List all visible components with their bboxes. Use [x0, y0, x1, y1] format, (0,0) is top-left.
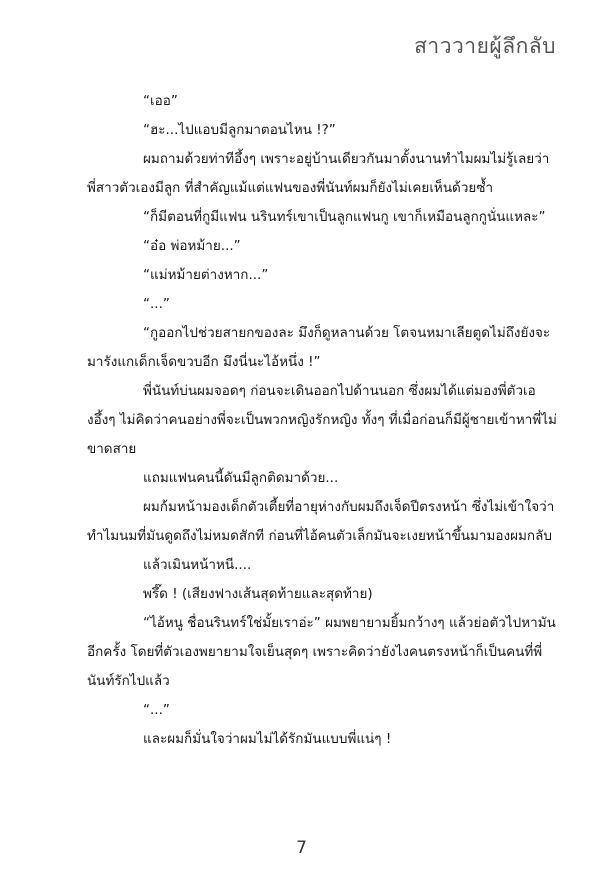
paragraph: “กูออกไปช่วยสายกของละ มึงก็ดูหลานด้วย โตจนหมาเลียตูดไม่ถึงยังจะมารังแกเด็กเจ็ดขวบอีก มึงนี่นะไอ้หนึ่ง !”	[87, 325, 551, 370]
paragraph: แถมแฟนคนนี้ดันมีลูกติดมาด้วย...	[143, 470, 339, 486]
paragraph: “ไอ้หนู ชื่อนรินทร์ใช่มั้ยเราอ่ะ” ผมพยายามยิ้มกว้างๆ แล้วย่อตัวไปหามันอีกครั้ง โดยที่ตัวเองพยายามใจเย็นสุดๆ เพราะคิดว่ายังไงคนตรงหน้าก็เป็นคนที่พี่นันท์รักไปแล้ว	[87, 615, 556, 689]
page-header-title: สาววายผู้ลึกลับ	[414, 34, 556, 58]
paragraph: “...”	[143, 702, 170, 718]
paragraph: แล้วเมินหน้าหนี....	[143, 557, 252, 573]
page-number: 7	[296, 838, 307, 858]
paragraph: ผมถามด้วยท่าทีอึ้งๆ เพราะอยู่บ้านเดียวกันมาตั้งนานทำไมผมไม่รู้เลยว่าพี่สาวตัวเองมีลูก ที่สำคัญแม้แต่แฟนของพี่นันท์ผมก็ยังไม่เคยเห็นด้วยซ้ำ	[87, 151, 550, 196]
paragraph: “ก็มีตอนที่กูมีแฟน นรินทร์เขาเป็นลูกแฟนกู เขาก็เหมือนลูกกูนั่นแหละ”	[143, 209, 546, 225]
paragraph: “เออ”	[143, 93, 178, 109]
paragraph: และผมก็มั่นใจว่าผมไม่ได้รักมันแบบพี่แน่ๆ !	[143, 731, 392, 747]
paragraph: ผมก้มหน้ามองเด็กตัวเตี้ยที่อายุห่างกับผมถึงเจ็ดปีตรงหน้า ซึ่งไม่เข้าใจว่าทำไมนมที่มันดูดถึงไม่หมดสักที ก่อนที่ไอ้คนตัวเล็กมันจะเงยหน้าขึ้นมามองผมกลับ	[87, 499, 555, 544]
paragraph: “...”	[143, 296, 170, 312]
paragraph: “ฮะ...ไปแอบมีลูกมาตอนไหน !?”	[143, 122, 336, 138]
paragraph: พรึ๊ด ! (เสียงฟางเส้นสุดท้ายและสุดท้าย)	[143, 586, 373, 602]
paragraph: “แม่หม้ายต่างหาก...”	[143, 267, 269, 283]
body-text	[87, 87, 557, 754]
paragraph: พี่นันท์บ่นผมจอดๆ ก่อนจะเดินออกไปด้านนอก ซึ่งผมได้แต่มองพี่ตัวเองอึ้งๆ ไม่คิดว่าคนอย่างพี่จะเป็นพวกหญิงรักหญิง ทั้งๆ ที่เมื่อก่อนก็มีผู้ชายเข้าหาพี่ไม่ขาดสาย	[87, 383, 557, 457]
paragraph: “อ๋อ พ่อหม้าย...”	[143, 238, 241, 254]
